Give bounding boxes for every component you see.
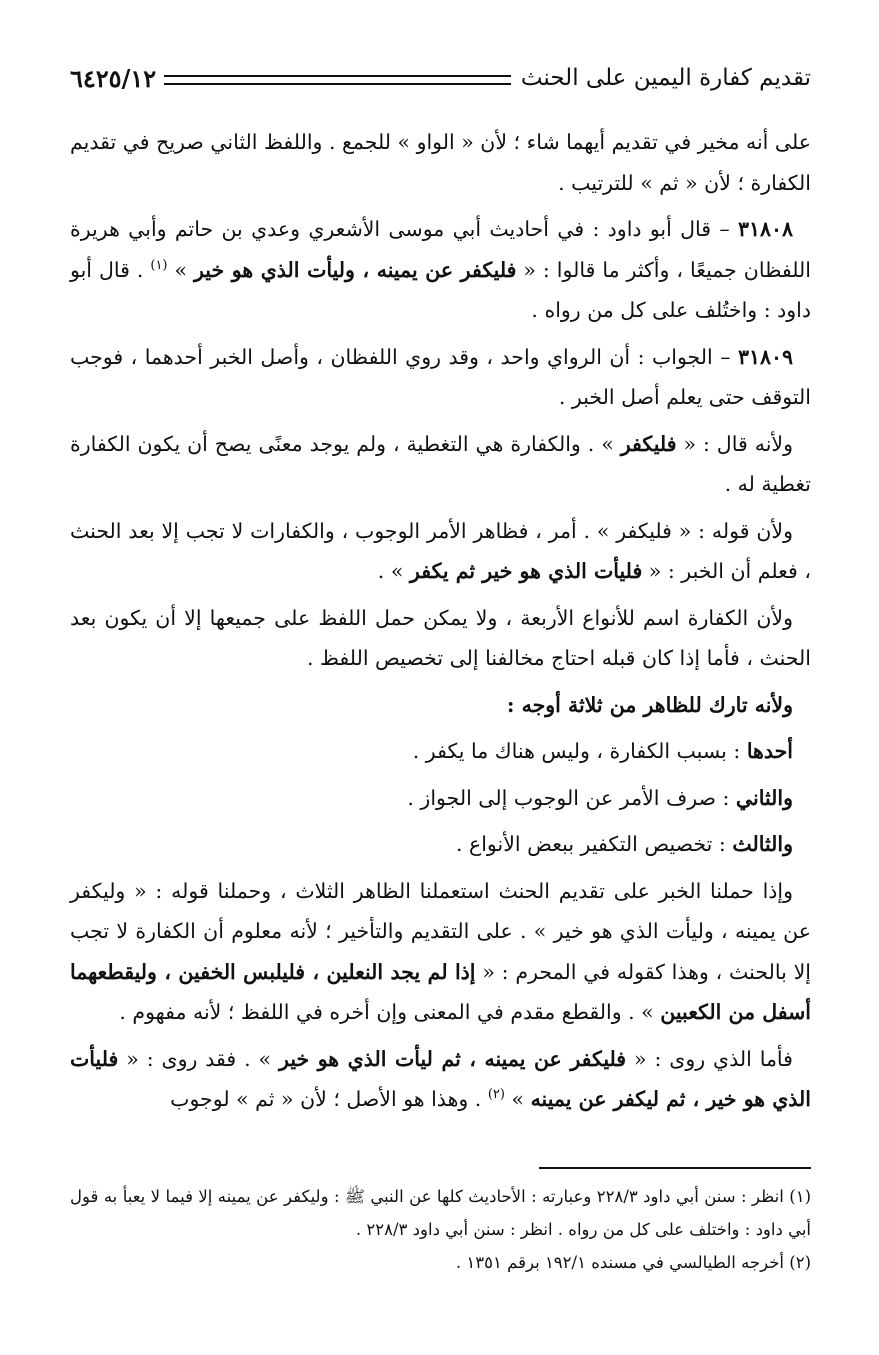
paragraph: فأما الذي روى : « فليكفر عن يمينه ، ثم ليأت الذي هو خير » . فقد روى : « فليأت الذي هو خير ، ثم ليكفر عن يمينه » $^{(٢)}$ . وهذا هو الأصل ؛ لأن « ثم » لوجوب	[70, 1046, 811, 1111]
footnote-ref[interactable]: (١)	[150, 257, 168, 273]
item-label: والثاني	[735, 785, 793, 810]
item-label: والثالث	[732, 832, 793, 856]
hadith-quote: فليكفر عن يمينه ، وليأت الذي هو خير	[193, 257, 517, 282]
page-number: ٦٤٢٥/١٢	[70, 63, 157, 93]
hadith-quote: فليكفر	[620, 431, 677, 456]
paragraph: ولأنه قال : « فليكفر » . والكفارة هي التغطية ، ولم يوجد معنًى يصح أن يكون الكفارة تغطية له .	[70, 431, 811, 496]
footnotes	[70, 1180, 811, 1279]
list-item: أحدها : بسبب الكفارة ، وليس هناك ما يكفر .	[412, 739, 793, 763]
paragraph: على أنه مخير في تقديم أيهما شاء ؛ لأن « الواو » للجمع . واللفظ الثاني صريح في تقديم الكفارة ؛ لأن « ثم » للترتيب .	[70, 130, 811, 195]
entry-number: ٣١٨٠٩	[737, 344, 793, 369]
header-title: تقديم كفارة اليمين على الحنث	[520, 65, 811, 91]
hadith-quote: فليأت الذي هو خير ، ثم ليكفر عن يمينه	[70, 1046, 811, 1111]
hadith-quote: إذا لم يجد النعلين ، فليلبس الخفين ، وليقطعهما أسفل من الكعبين	[70, 959, 811, 1024]
footnote: (١) انظر : سنن أبي داود ٢٢٨/٣ وعبارته : الأحاديث كلها عن النبي ﷺ : وليكفر عن يمينه إلا فيما لا يعبأ به قول أبي داود : واختلف على كل من رواه . انظر : سنن أبي داود ٢٢٨/٣ .	[70, 1187, 811, 1239]
paragraph: ٣١٨٠٩ – الجواب : أن الرواي واحد ، وقد روي اللفظان ، وأصل الخبر أحدهما ، فوجب التوقف حتى يعلم أصل الخبر .	[70, 344, 811, 409]
running-header	[70, 58, 811, 98]
list-item: والثالث : تخصيص التكفير ببعض الأنواع .	[455, 832, 793, 856]
footnote-ref[interactable]: (٢)	[487, 1087, 505, 1103]
paragraph: ولأنه تارك للظاهر من ثلاثة أوجه :	[506, 692, 793, 717]
hadith-quote: فليأت الذي هو خير ثم يكفر	[409, 559, 643, 583]
paragraph: ولأن قوله : « فليكفر » . أمر ، فظاهر الأمر الوجوب ، والكفارات لا تجب إلا بعد الحنث ، فعلم أن الخبر : « فليأت الذي هو خير ثم يكفر » .	[70, 518, 811, 583]
footnote-separator	[539, 1167, 811, 1169]
header-rule	[164, 75, 511, 85]
main-text	[70, 122, 811, 1120]
paragraph: وإذا حملنا الخبر على تقديم الحنث استعملنا الظاهر الثلاث ، وحملنا قوله : « وليكفر عن يمينه ، وليأت الذي هو خير » . على التقديم والتأخير ؛ لأنه معلوم أن الكفارة لا تجب إلا بالحنث ، وهذا كقوله في المحرم : « إذا لم يجد النعلين ، فليلبس الخفين ، وليقطعهما أسفل من الكعبين » . والقطع مقدم في المعنى وإن أخره في اللفظ ؛ لأنه مفهوم .	[70, 878, 811, 1024]
paragraph: ٣١٨٠٨ – قال أبو داود : في أحاديث أبي موسى الأشعري وعدي بن حاتم وأبي هريرة اللفظان جميعًا ، وأكثر ما قالوا : « فليكفر عن يمينه ، وليأت الذي هو خير » $^{(١)}$ . قال أبو داود : واختُلف على كل من رواه .	[70, 217, 811, 322]
paragraph: ولأن الكفارة اسم للأنواع الأربعة ، ولا يمكن حمل اللفظ على جميعها إلا أن يكون بعد الحنث ، فأما إذا كان قبله احتاج مخالفنا إلى تخصيص اللفظ .	[70, 605, 811, 670]
list-item: والثاني : صرف الأمر عن الوجوب إلى الجواز .	[407, 785, 793, 810]
hadith-quote: فليكفر عن يمينه ، ثم ليأت الذي هو خير	[279, 1046, 627, 1071]
item-label: أحدها	[746, 739, 793, 763]
footnote: (٢) أخرجه الطيالسي في مسنده ١٩٢/١ برقم ١٣٥١ .	[455, 1253, 811, 1272]
entry-number: ٣١٨٠٨	[737, 217, 793, 241]
